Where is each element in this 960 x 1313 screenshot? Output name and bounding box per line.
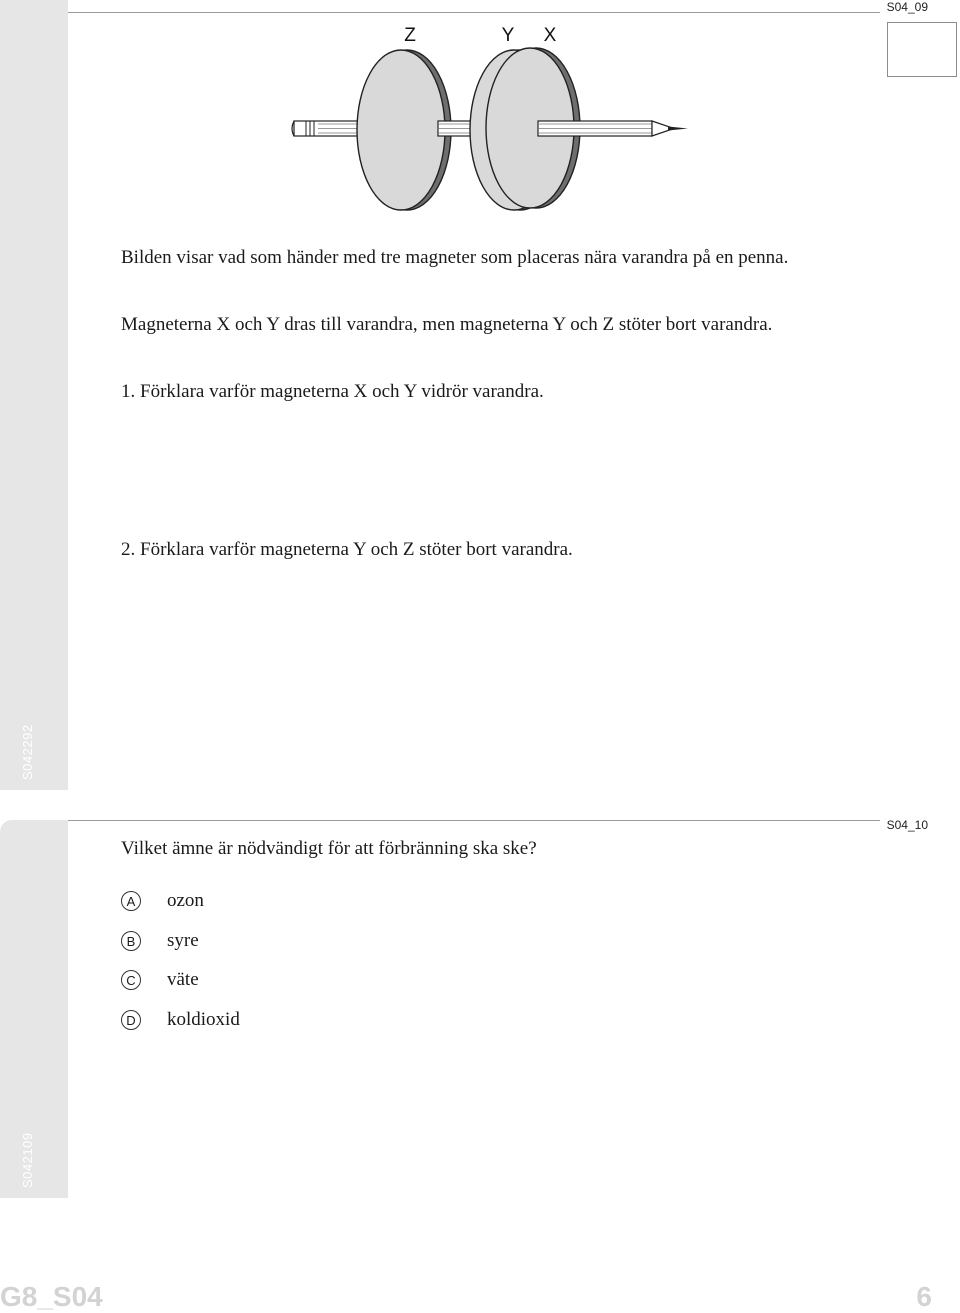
- page-number: 6: [916, 1281, 932, 1312]
- option-letter[interactable]: A: [121, 891, 141, 911]
- option-text: väte: [167, 969, 199, 990]
- item-top-rule: [68, 820, 880, 821]
- item-sidebar: S042292: [0, 0, 68, 790]
- question-2: 2. Förklara varför magneterna Y och Z stöter bort varandra.: [121, 539, 573, 560]
- option-a[interactable]: [121, 887, 204, 915]
- item-top-rule: [68, 12, 880, 13]
- score-box: [887, 22, 957, 77]
- option-d[interactable]: [121, 1006, 240, 1034]
- intro-paragraph: Bilden visar vad som händer med tre magneter som placeras nära varandra på en penna.: [121, 247, 789, 268]
- magnet-z-label: Z: [404, 25, 416, 46]
- magnet-x-label: X: [543, 25, 557, 46]
- option-letter[interactable]: B: [121, 931, 141, 951]
- option-letter[interactable]: C: [121, 970, 141, 990]
- item-id: S04_10: [886, 818, 928, 832]
- item-sidebar: S042109: [0, 820, 68, 1198]
- option-letter[interactable]: D: [121, 1010, 141, 1030]
- question-stem: Vilket ämne är nödvändigt för att förbränning ska ske?: [121, 838, 537, 859]
- intro-paragraph: Magneterna X och Y dras till varandra, men magneterna Y och Z stöter bort varandra.: [121, 314, 773, 335]
- booklet-label: G8_S04: [0, 1281, 103, 1312]
- magnet-y-label: Y: [501, 25, 515, 46]
- option-text: syre: [167, 930, 199, 951]
- magnets-on-pencil-figure: [280, 18, 700, 218]
- option-c[interactable]: [121, 966, 199, 994]
- pencil-tip: [538, 121, 688, 136]
- item-id: S04_09: [886, 0, 928, 14]
- option-text: ozon: [167, 890, 204, 911]
- question-1: 1. Förklara varför magneterna X och Y vidrör varandra.: [121, 381, 544, 402]
- option-text: koldioxid: [167, 1009, 240, 1030]
- magnet-z: [357, 50, 451, 210]
- option-b[interactable]: [121, 927, 199, 955]
